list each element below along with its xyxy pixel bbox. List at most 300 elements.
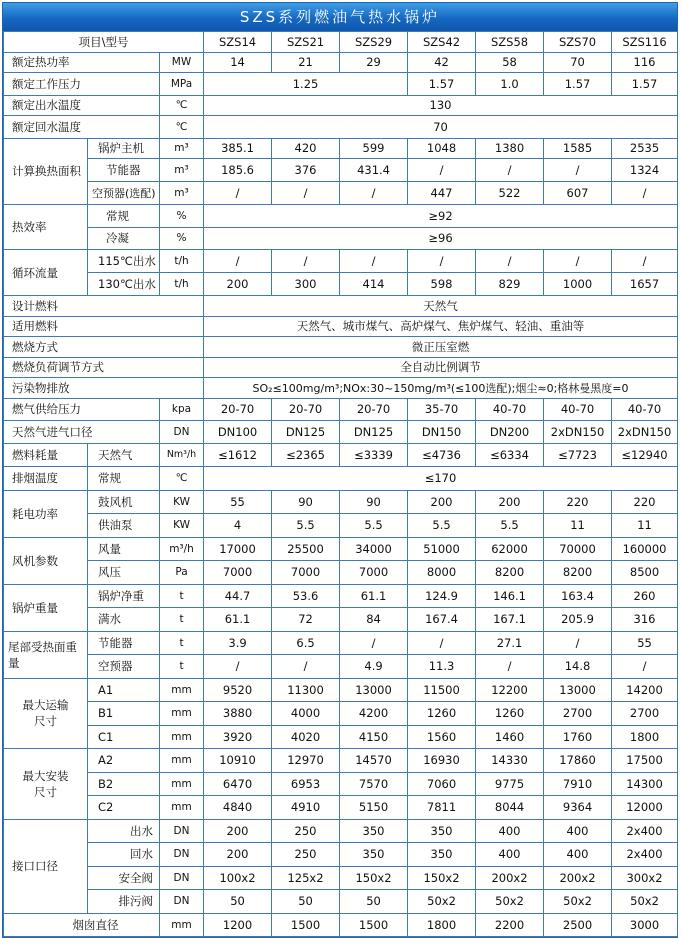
table-row: [4, 772, 678, 796]
row-label: 额定回水温度: [4, 116, 160, 139]
row-label: 烟囱直径: [4, 913, 160, 937]
value-cell: 8500: [612, 561, 678, 585]
unit-cell: mm: [160, 796, 204, 820]
unit-cell: kpa: [160, 398, 204, 421]
table-row: [4, 205, 678, 228]
table-row: [4, 843, 678, 867]
value-cell: 124.9: [408, 584, 476, 608]
table-row: [4, 514, 678, 538]
value-cell: 3000: [612, 913, 678, 937]
sub-label: 安全阀: [88, 866, 160, 890]
table-row: [4, 678, 678, 702]
value-cell: 13000: [544, 678, 612, 702]
value-cell: 25500: [272, 537, 340, 561]
value-cell: 1048: [408, 138, 476, 159]
value-cell: 天然气、城市煤气、高炉煤气、焦炉煤气、轻油、重油等: [204, 316, 678, 337]
value-cell: 7811: [408, 796, 476, 820]
value-cell: ≤12940: [612, 443, 678, 467]
value-cell: 200: [476, 490, 544, 514]
value-cell: 7910: [544, 772, 612, 796]
row-label: 适用燃料: [4, 316, 204, 337]
value-cell: 1.0: [476, 73, 544, 96]
table-row: [4, 890, 678, 914]
value-cell: 90: [272, 490, 340, 514]
sub-label: B1: [88, 702, 160, 726]
value-cell: 29: [340, 52, 408, 73]
value-cell: 3920: [204, 725, 272, 749]
value-cell: 6953: [272, 772, 340, 796]
value-cell: ≤2365: [272, 443, 340, 467]
value-cell: ≤3339: [340, 443, 408, 467]
value-cell: 全自动比例调节: [204, 357, 678, 378]
value-cell: 1260: [408, 702, 476, 726]
value-cell: 17860: [544, 749, 612, 773]
value-cell: 7570: [340, 772, 408, 796]
value-cell: 16930: [408, 749, 476, 773]
value-cell: 4200: [340, 702, 408, 726]
group-label: 尾部受热面重量: [4, 631, 88, 678]
value-cell: 5.5: [340, 514, 408, 538]
unit-cell: MPa: [160, 73, 204, 96]
value-cell: 14200: [612, 678, 678, 702]
sub-label: 节能器: [88, 159, 160, 182]
value-cell: 50x2: [612, 890, 678, 914]
value-cell: 84: [340, 608, 408, 632]
table-row: [4, 443, 678, 467]
value-cell: 62000: [476, 537, 544, 561]
value-cell: DN125: [272, 421, 340, 444]
table-row: [4, 181, 678, 205]
value-cell: 5150: [340, 796, 408, 820]
unit-cell: KW: [160, 514, 204, 538]
value-cell: 70000: [544, 537, 612, 561]
value-cell: 14330: [476, 749, 544, 773]
value-cell: 4.9: [340, 655, 408, 679]
value-cell: /: [272, 250, 340, 273]
unit-cell: m³: [160, 181, 204, 205]
value-cell: 350: [408, 819, 476, 843]
value-cell: 2x400: [612, 819, 678, 843]
value-cell: 4: [204, 514, 272, 538]
unit-cell: DN: [160, 890, 204, 914]
unit-cell: t/h: [160, 250, 204, 273]
unit-cell: m³/h: [160, 537, 204, 561]
value-cell: 6.5: [272, 631, 340, 655]
table-row: [4, 631, 678, 655]
value-cell: 20-70: [272, 398, 340, 421]
value-cell: 8000: [408, 561, 476, 585]
unit-cell: mm: [160, 913, 204, 937]
value-cell: 163.4: [544, 584, 612, 608]
value-cell: 200: [408, 490, 476, 514]
value-cell: 4840: [204, 796, 272, 820]
unit-cell: Pa: [160, 561, 204, 585]
value-cell: 220: [612, 490, 678, 514]
unit-cell: t: [160, 631, 204, 655]
value-cell: 300: [272, 272, 340, 296]
sub-label: 锅炉净重: [88, 584, 160, 608]
unit-cell: t: [160, 655, 204, 679]
group-label: 锅炉重量: [4, 584, 88, 631]
value-cell: /: [476, 655, 544, 679]
row-label: 额定热功率: [4, 52, 160, 73]
value-cell: 11500: [408, 678, 476, 702]
value-cell: 40-70: [544, 398, 612, 421]
value-cell: 42: [408, 52, 476, 73]
sub-label: 锅炉主机: [88, 138, 160, 159]
table-row: [4, 316, 678, 337]
value-cell: 7000: [272, 561, 340, 585]
value-cell: 1200: [204, 913, 272, 937]
value-cell: /: [408, 631, 476, 655]
value-cell: /: [544, 250, 612, 273]
value-cell: 2700: [544, 702, 612, 726]
value-cell: 4150: [340, 725, 408, 749]
value-cell: ≤6334: [476, 443, 544, 467]
unit-cell: mm: [160, 678, 204, 702]
value-cell: 9775: [476, 772, 544, 796]
sub-label: 供油泵: [88, 514, 160, 538]
value-cell: /: [340, 250, 408, 273]
value-cell: 12970: [272, 749, 340, 773]
model-cell: SZS42: [408, 32, 476, 53]
value-cell: /: [612, 181, 678, 205]
page-title: SZS系列燃油气热水锅炉: [3, 3, 677, 31]
value-cell: 447: [408, 181, 476, 205]
value-cell: 20-70: [204, 398, 272, 421]
value-cell: 1760: [544, 725, 612, 749]
unit-cell: ℃: [160, 95, 204, 116]
table-row: [4, 725, 678, 749]
sub-label: 天然气: [88, 443, 160, 467]
sub-label: 115℃出水: [88, 250, 160, 273]
value-cell: 6470: [204, 772, 272, 796]
sub-label: A2: [88, 749, 160, 773]
header-row: [4, 32, 678, 53]
group-label: 排烟温度: [4, 467, 88, 491]
model-cell: SZS29: [340, 32, 408, 53]
value-cell: 1460: [476, 725, 544, 749]
value-cell: 2x400: [612, 843, 678, 867]
value-cell: 1500: [340, 913, 408, 937]
value-cell: 72: [272, 608, 340, 632]
value-cell: 3880: [204, 702, 272, 726]
table-row: [4, 537, 678, 561]
unit-cell: DN: [160, 843, 204, 867]
value-cell: 50: [340, 890, 408, 914]
value-cell: 微正压室燃: [204, 337, 678, 358]
value-cell: 8044: [476, 796, 544, 820]
sub-label: 满水: [88, 608, 160, 632]
table-row: [4, 116, 678, 139]
row-label: 燃气供给压力: [4, 398, 160, 421]
value-cell: 11.3: [408, 655, 476, 679]
value-cell: 200x2: [476, 866, 544, 890]
table-row: [4, 250, 678, 273]
value-cell: 598: [408, 272, 476, 296]
value-cell: 1260: [476, 702, 544, 726]
table-row: [4, 52, 678, 73]
sub-label: 常规: [88, 205, 160, 228]
table-row: [4, 227, 678, 250]
unit-cell: m³: [160, 159, 204, 182]
value-cell: 5.5: [476, 514, 544, 538]
value-cell: 1.57: [612, 73, 678, 96]
value-cell: 14: [204, 52, 272, 73]
value-cell: 14570: [340, 749, 408, 773]
sub-label: 冷凝: [88, 227, 160, 250]
table-row: [4, 421, 678, 444]
value-cell: /: [204, 655, 272, 679]
value-cell: 260: [612, 584, 678, 608]
value-cell: 1.57: [408, 73, 476, 96]
group-label: 风机参数: [4, 537, 88, 584]
table-row: [4, 702, 678, 726]
unit-cell: mm: [160, 772, 204, 796]
value-cell: 522: [476, 181, 544, 205]
value-cell: 8200: [476, 561, 544, 585]
value-cell: 90: [340, 490, 408, 514]
model-cell: SZS14: [204, 32, 272, 53]
value-cell: 70: [204, 116, 678, 139]
spec-table: [3, 31, 678, 937]
table-row: [4, 490, 678, 514]
value-cell: 11300: [272, 678, 340, 702]
value-cell: 146.1: [476, 584, 544, 608]
value-cell: 125x2: [272, 866, 340, 890]
model-cell: SZS116: [612, 32, 678, 53]
value-cell: /: [408, 250, 476, 273]
value-cell: 51000: [408, 537, 476, 561]
unit-cell: mm: [160, 702, 204, 726]
value-cell: 2535: [612, 138, 678, 159]
value-cell: 100x2: [204, 866, 272, 890]
value-cell: 385.1: [204, 138, 272, 159]
value-cell: 116: [612, 52, 678, 73]
unit-cell: t: [160, 584, 204, 608]
value-cell: 8200: [544, 561, 612, 585]
value-cell: 1800: [612, 725, 678, 749]
unit-cell: mm: [160, 725, 204, 749]
model-cell: SZS70: [544, 32, 612, 53]
table-row: [4, 337, 678, 358]
value-cell: 220: [544, 490, 612, 514]
table-row: [4, 655, 678, 679]
value-cell: 11: [612, 514, 678, 538]
value-cell: 17000: [204, 537, 272, 561]
value-cell: 14.8: [544, 655, 612, 679]
value-cell: /: [612, 250, 678, 273]
unit-cell: MW: [160, 52, 204, 73]
value-cell: 5.5: [272, 514, 340, 538]
value-cell: 58: [476, 52, 544, 73]
value-cell: 4020: [272, 725, 340, 749]
value-cell: ≤1612: [204, 443, 272, 467]
value-cell: 607: [544, 181, 612, 205]
value-cell: 34000: [340, 537, 408, 561]
value-cell: 420: [272, 138, 340, 159]
value-cell: 1800: [408, 913, 476, 937]
value-cell: ≤4736: [408, 443, 476, 467]
unit-cell: m³: [160, 138, 204, 159]
value-cell: /: [476, 250, 544, 273]
value-cell: 55: [204, 490, 272, 514]
value-cell: 300x2: [612, 866, 678, 890]
value-cell: 53.6: [272, 584, 340, 608]
sub-label: 空预器(选配): [88, 181, 160, 205]
value-cell: 12000: [612, 796, 678, 820]
table-row: [4, 866, 678, 890]
value-cell: 1585: [544, 138, 612, 159]
sub-label: A1: [88, 678, 160, 702]
sub-label: 节能器: [88, 631, 160, 655]
value-cell: ≤7723: [544, 443, 612, 467]
value-cell: 1.25: [204, 73, 408, 96]
row-label: 燃烧方式: [4, 337, 204, 358]
group-label: 接口口径: [4, 819, 88, 913]
value-cell: ≥92: [204, 205, 678, 228]
unit-cell: t/h: [160, 272, 204, 296]
group-label: 循环流量: [4, 250, 88, 296]
value-cell: 13000: [340, 678, 408, 702]
value-cell: 55: [612, 631, 678, 655]
group-label: 耗电功率: [4, 490, 88, 537]
row-label: 天然气进气口径: [4, 421, 160, 444]
value-cell: 200: [204, 272, 272, 296]
value-cell: /: [476, 159, 544, 182]
value-cell: 1560: [408, 725, 476, 749]
table-row: [4, 608, 678, 632]
value-cell: 1324: [612, 159, 678, 182]
value-cell: /: [204, 181, 272, 205]
value-cell: 130: [204, 95, 678, 116]
value-cell: 316: [612, 608, 678, 632]
group-label: 最大运输尺寸: [4, 678, 88, 749]
unit-cell: %: [160, 205, 204, 228]
row-label: 污染物排放: [4, 378, 204, 399]
value-cell: 250: [272, 819, 340, 843]
value-cell: 150x2: [408, 866, 476, 890]
table-row: [4, 796, 678, 820]
value-cell: 200: [204, 819, 272, 843]
value-cell: 1.57: [544, 73, 612, 96]
sub-label: C2: [88, 796, 160, 820]
value-cell: 40-70: [476, 398, 544, 421]
value-cell: /: [612, 655, 678, 679]
table-row: [4, 138, 678, 159]
row-label: 燃烧负荷调节方式: [4, 357, 204, 378]
value-cell: 14300: [612, 772, 678, 796]
value-cell: 350: [408, 843, 476, 867]
value-cell: 7000: [204, 561, 272, 585]
table-row: [4, 819, 678, 843]
value-cell: 400: [476, 819, 544, 843]
sub-label: 风压: [88, 561, 160, 585]
table-row: [4, 467, 678, 491]
group-label: 计算换热面积: [4, 138, 88, 205]
table-row: [4, 357, 678, 378]
header-label: 项目\型号: [4, 32, 204, 53]
value-cell: 185.6: [204, 159, 272, 182]
value-cell: 70: [544, 52, 612, 73]
value-cell: 205.9: [544, 608, 612, 632]
value-cell: 44.7: [204, 584, 272, 608]
value-cell: 1500: [272, 913, 340, 937]
value-cell: 17500: [612, 749, 678, 773]
table-row: [4, 296, 678, 317]
group-label: 燃料耗量: [4, 443, 88, 467]
spec-sheet: [2, 2, 678, 938]
value-cell: 12200: [476, 678, 544, 702]
unit-cell: DN: [160, 866, 204, 890]
value-cell: ≤170: [204, 467, 678, 491]
value-cell: 9364: [544, 796, 612, 820]
value-cell: 40-70: [612, 398, 678, 421]
value-cell: 3.9: [204, 631, 272, 655]
value-cell: 1380: [476, 138, 544, 159]
value-cell: /: [408, 159, 476, 182]
value-cell: DN100: [204, 421, 272, 444]
value-cell: 4910: [272, 796, 340, 820]
value-cell: 35-70: [408, 398, 476, 421]
value-cell: 829: [476, 272, 544, 296]
value-cell: 350: [340, 843, 408, 867]
value-cell: 11: [544, 514, 612, 538]
value-cell: 376: [272, 159, 340, 182]
unit-cell: %: [160, 227, 204, 250]
value-cell: 2xDN150: [544, 421, 612, 444]
unit-cell: KW: [160, 490, 204, 514]
value-cell: 5.5: [408, 514, 476, 538]
unit-cell: DN: [160, 819, 204, 843]
value-cell: 200x2: [544, 866, 612, 890]
table-row: [4, 561, 678, 585]
table-row: [4, 913, 678, 937]
table-row: [4, 272, 678, 296]
sub-label: C1: [88, 725, 160, 749]
value-cell: 50x2: [476, 890, 544, 914]
value-cell: 599: [340, 138, 408, 159]
table-row: [4, 73, 678, 96]
value-cell: /: [544, 631, 612, 655]
value-cell: ≥96: [204, 227, 678, 250]
unit-cell: Nm³/h: [160, 443, 204, 467]
table-row: [4, 749, 678, 773]
value-cell: 4000: [272, 702, 340, 726]
value-cell: 167.1: [476, 608, 544, 632]
sub-label: 回水: [88, 843, 160, 867]
value-cell: 2500: [544, 913, 612, 937]
value-cell: 10910: [204, 749, 272, 773]
table-row: [4, 159, 678, 182]
sub-label: 风量: [88, 537, 160, 561]
value-cell: 50x2: [408, 890, 476, 914]
value-cell: 2xDN150: [612, 421, 678, 444]
value-cell: DN150: [408, 421, 476, 444]
value-cell: /: [204, 250, 272, 273]
table-row: [4, 584, 678, 608]
sub-label: 排污阀: [88, 890, 160, 914]
sub-label: B2: [88, 772, 160, 796]
value-cell: 9520: [204, 678, 272, 702]
model-cell: SZS21: [272, 32, 340, 53]
value-cell: DN125: [340, 421, 408, 444]
unit-cell: DN: [160, 421, 204, 444]
value-cell: 400: [544, 843, 612, 867]
value-cell: /: [544, 159, 612, 182]
value-cell: DN200: [476, 421, 544, 444]
value-cell: 7060: [408, 772, 476, 796]
